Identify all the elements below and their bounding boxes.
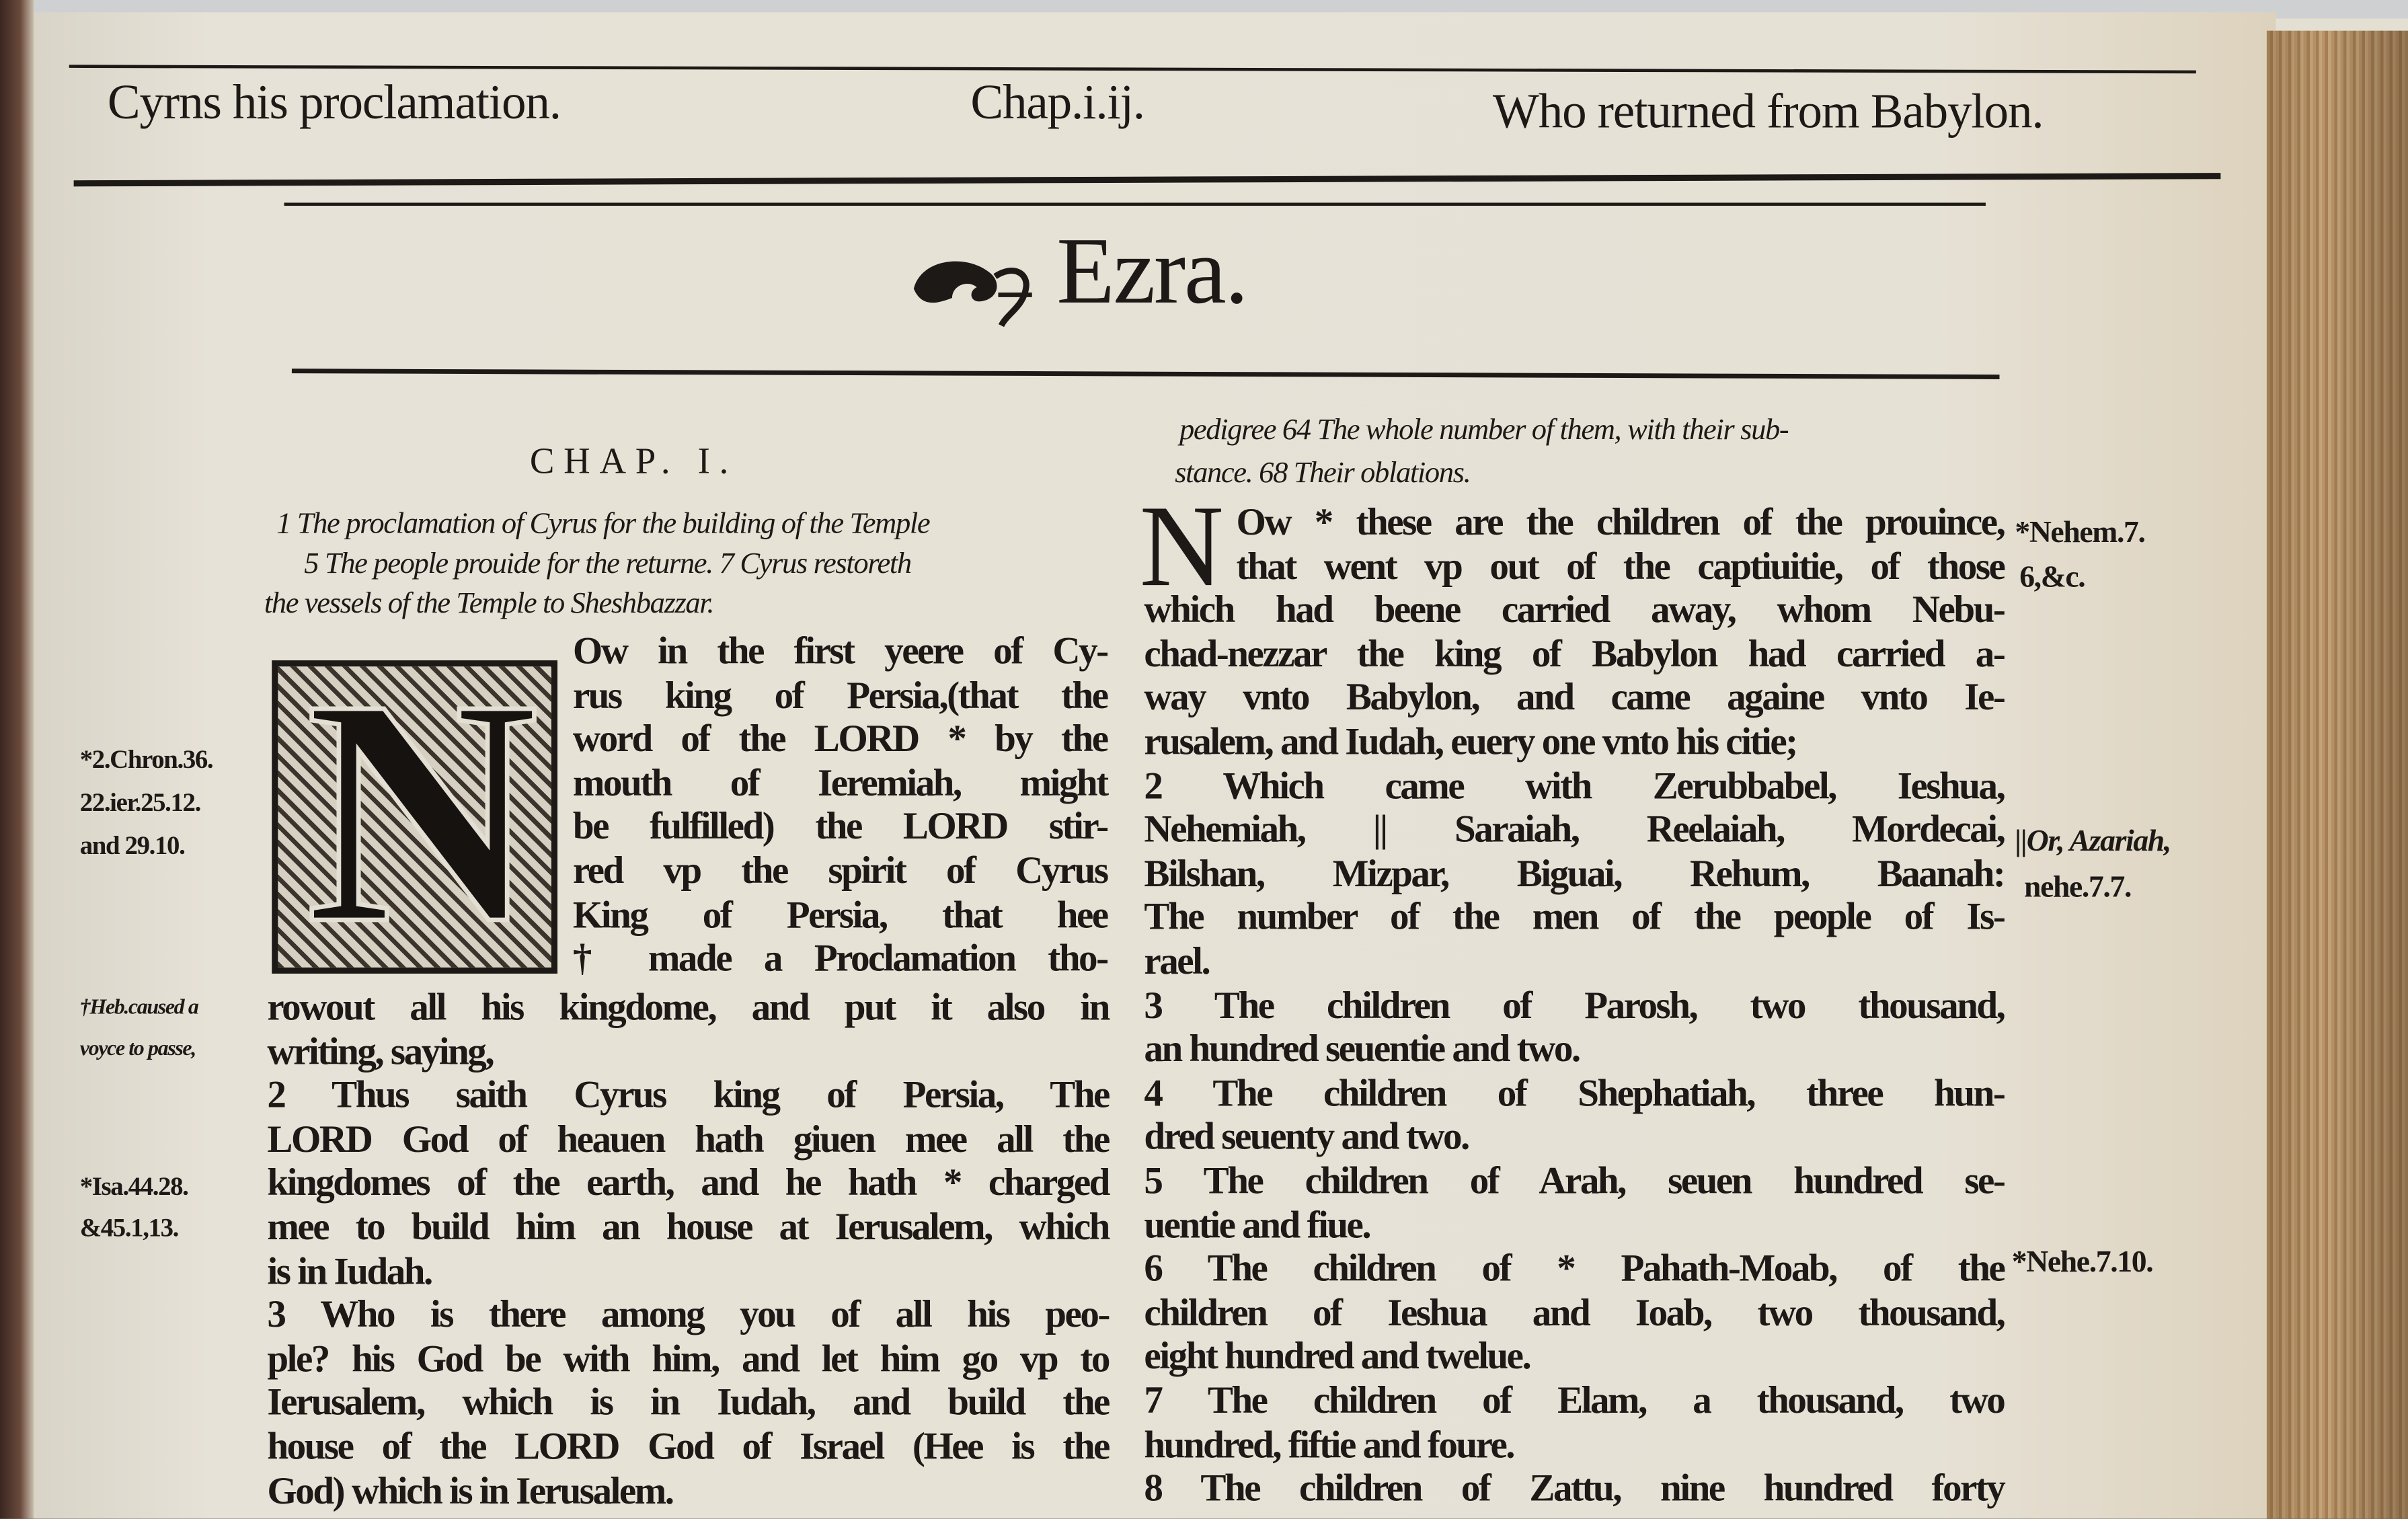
- margin-note: 22.ier.25.12.: [79, 787, 200, 817]
- text-line: ple? his God be with him, and let him go vp to: [267, 1339, 1109, 1380]
- margin-note: *2.Chron.36.: [79, 744, 213, 775]
- text-line: LORD God of heauen hath giuen mee all the: [267, 1119, 1109, 1161]
- margin-note: *Isa.44.28.: [79, 1171, 188, 1201]
- text-line: word of the LORD * by the: [572, 719, 1108, 761]
- text-line: hundred, fiftie and foure.: [1144, 1424, 1514, 1467]
- text-line: † made a Proclamation tho-: [572, 938, 1108, 980]
- text-line: 3 Who is there among you of all his peo-: [267, 1294, 1109, 1337]
- text-line: 4 The children of Shephatiah, three hun-: [1144, 1073, 2005, 1115]
- text-line: eight hundred and twelue.: [1144, 1336, 1530, 1378]
- text-line: God) which is in Ierusalem.: [267, 1470, 673, 1512]
- text-line: Ierusalem, which is in Iudah, and build the: [267, 1382, 1109, 1424]
- text-line: is in Iudah.: [267, 1251, 432, 1293]
- margin-note: *Nehe.7.10.: [2011, 1245, 2153, 1280]
- text-line: rus king of Persia,(that the: [572, 674, 1108, 717]
- text-line: 7 The children of Elam, a thousand, two: [1144, 1380, 2005, 1422]
- text-line: Ow * these are the children of the prouince,: [1236, 502, 2005, 544]
- text-line: Ow in the first yeere of Cy-: [572, 631, 1108, 673]
- summary-line: stance. 68 Their oblations.: [1175, 457, 1471, 490]
- text-line: rael.: [1144, 941, 1210, 983]
- text-line: rowout all his kingdome, and put it also in: [267, 987, 1109, 1029]
- text-line: red vp the spirit of Cyrus: [572, 851, 1108, 892]
- text-line: children of Ieshua and Ioab, two thousand,: [1144, 1292, 2005, 1335]
- margin-note: &45.1,13.: [79, 1213, 178, 1243]
- text-line: house of the LORD God of Israel (Hee is the: [267, 1426, 1109, 1469]
- text-line: The number of the men of the people of Is-: [1144, 897, 2005, 939]
- text-line: chad-nezzar the king of Babylon had carried a-: [1144, 633, 2005, 676]
- running-head-right: Who returned from Babylon.: [1492, 83, 2044, 139]
- page-fore-edge: [2267, 31, 2408, 1519]
- summary-line: pedigree 64 The whole number of them, with their sub-: [1179, 414, 1789, 447]
- text-line: which had beene carried away, whom Nebu-: [1144, 590, 2005, 632]
- text-line: mee to build him an house at Ierusalem, which: [267, 1207, 1109, 1249]
- text-line: 6 The children of * Pahath-Moab, of the: [1144, 1249, 2005, 1290]
- margin-note: voyce to passe,: [79, 1038, 196, 1062]
- summary-line: the vessels of the Temple to Sheshbazzar.: [264, 588, 714, 621]
- text-line: uentie and fiue.: [1144, 1204, 1370, 1247]
- text-line: that went vp out of the captiuitie, of those: [1236, 546, 2005, 588]
- fleuron-ornament: [906, 245, 1044, 330]
- drop-cap-ornamented: [272, 634, 557, 991]
- margin-note: and 29.10.: [79, 830, 185, 860]
- text-line: an hundred seuentie and two.: [1144, 1029, 1580, 1071]
- margin-note: *Nehem.7.: [2015, 516, 2145, 550]
- text-line: be fulfilled) the LORD stir-: [572, 806, 1108, 849]
- margin-note: ||Or, Azariah,: [2015, 824, 2171, 859]
- text-line: dred seuenty and two.: [1144, 1117, 1469, 1159]
- running-head-center: Chap.i.ij.: [970, 73, 1144, 129]
- margin-note: 6,&c.: [2019, 560, 2085, 594]
- summary-line: 5 The people prouide for the returne. 7 Cyrus restoreth: [304, 548, 911, 581]
- chapter-heading: CHAP. I.: [529, 442, 738, 483]
- text-line: 5 The children of Arah, seuen hundred se-: [1144, 1161, 2005, 1203]
- text-line: 2 Which came with Zerubbabel, Ieshua,: [1144, 765, 2005, 808]
- book-title: Ezra.: [1056, 219, 1247, 324]
- title-top-rule: [284, 202, 1986, 206]
- facing-page-edge: [0, 0, 34, 1519]
- text-line: kingdomes of the earth, and he hath * charged: [267, 1163, 1109, 1205]
- text-line: way vnto Babylon, and came againe vnto Ie-: [1144, 678, 2005, 719]
- running-head-left: Cyrns his proclamation.: [107, 73, 561, 129]
- text-line: Nehemiah, || Saraiah, Reelaiah, Mordecai,: [1144, 809, 2005, 851]
- text-line: mouth of Ieremiah, might: [572, 763, 1108, 805]
- text-line: 8 The children of Zattu, nine hundred forty: [1144, 1468, 2005, 1510]
- text-line: writing, saying,: [267, 1031, 494, 1073]
- summary-line: 1 The proclamation of Cyrus for the building of the Temple: [276, 508, 930, 541]
- margin-note: †Heb.caused a: [79, 997, 198, 1020]
- text-line: rusalem, and Iudah, euery one vnto his citie;: [1144, 722, 1797, 764]
- text-line: 3 The children of Parosh, two thousand,: [1144, 985, 2005, 1027]
- text-line: King of Persia, that hee: [572, 894, 1108, 937]
- drop-cap-small: N: [1139, 482, 1224, 611]
- text-line: 2 Thus saith Cyrus king of Persia, The: [267, 1075, 1109, 1117]
- text-line: Bilshan, Mizpar, Biguai, Rehum, Baanah:: [1144, 853, 2005, 895]
- drop-cap-letter: N: [305, 634, 539, 991]
- margin-note: nehe.7.7.: [2024, 870, 2132, 905]
